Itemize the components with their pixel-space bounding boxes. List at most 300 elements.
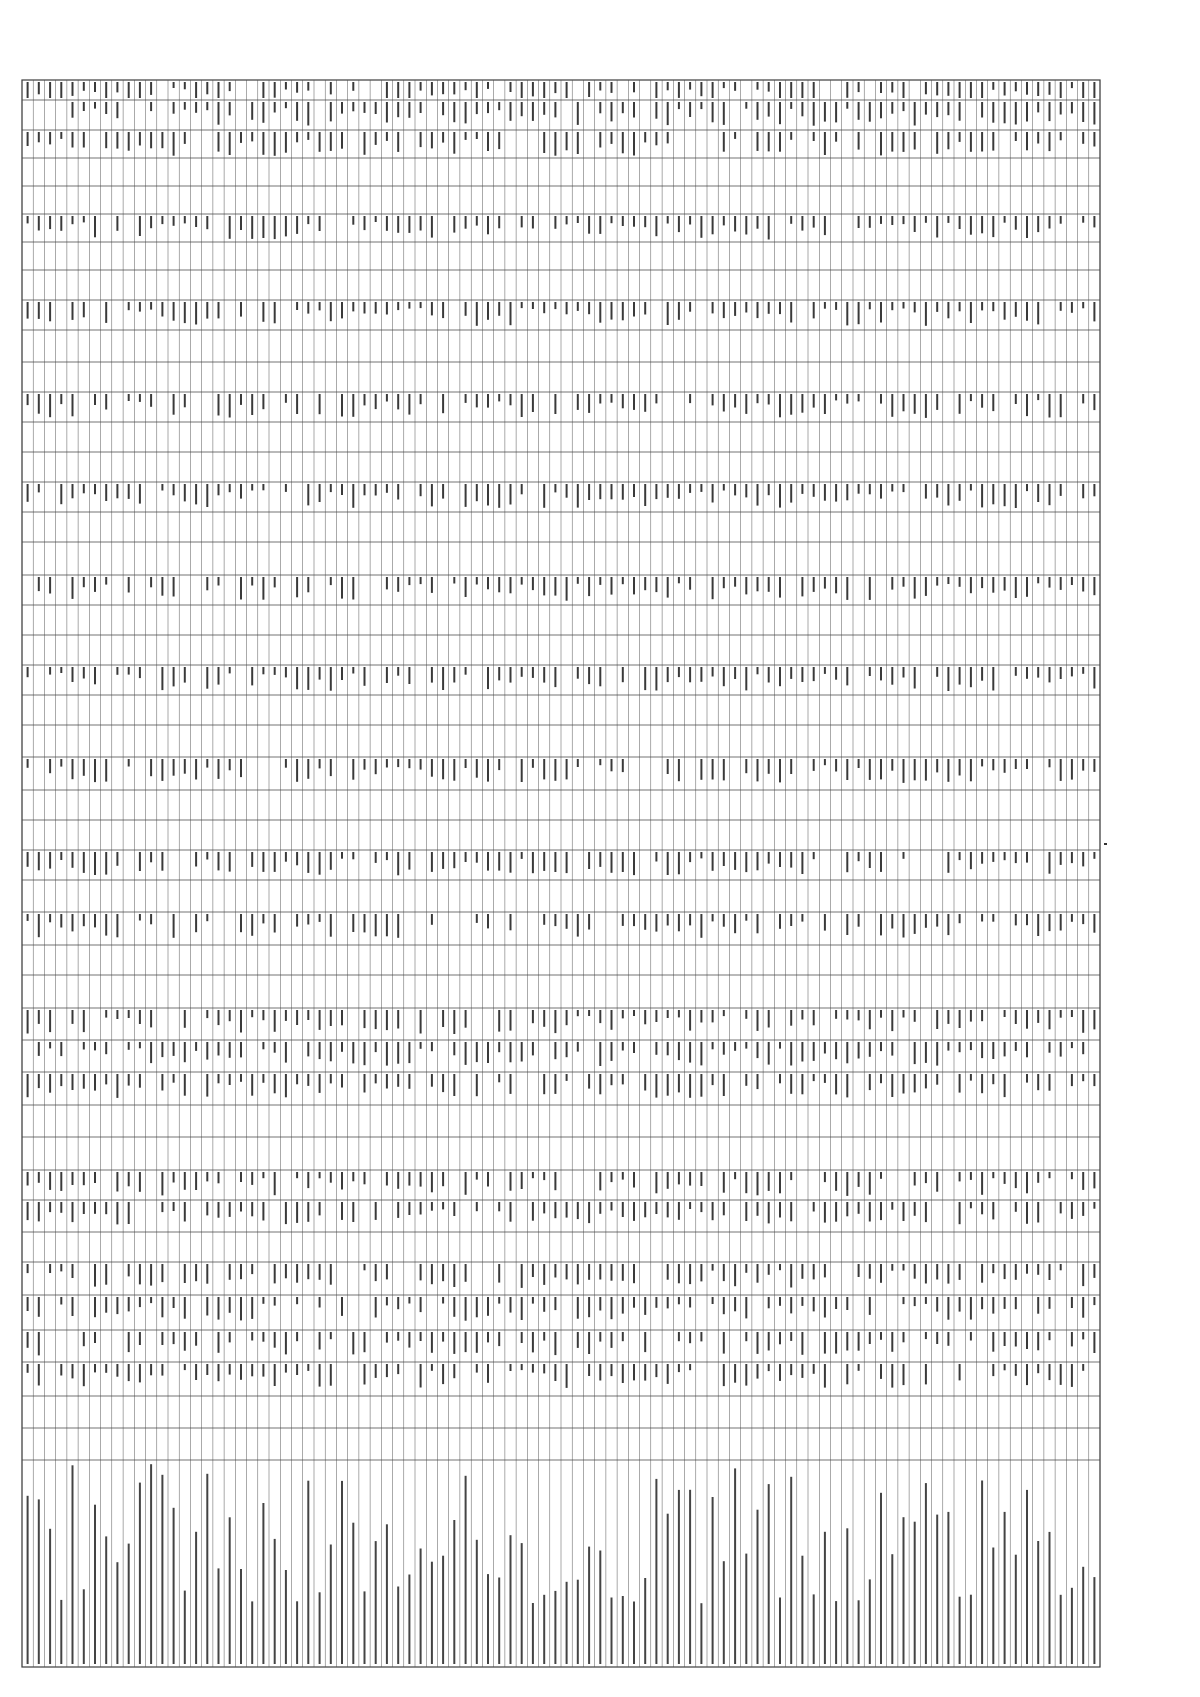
- cell-mark: [262, 1364, 264, 1377]
- cell-mark: [824, 216, 826, 235]
- cell-mark: [757, 1010, 759, 1031]
- cell-mark: [94, 1297, 96, 1317]
- cell-mark: [431, 1202, 433, 1211]
- cell-mark: [251, 132, 253, 141]
- cell-mark: [1004, 216, 1006, 223]
- cell-mark: [903, 667, 905, 678]
- cell-mark: [498, 1074, 500, 1082]
- cell-mark: [229, 1202, 231, 1217]
- cell-mark: [611, 484, 613, 499]
- cell-mark: [689, 1264, 691, 1284]
- cell-mark: [667, 102, 669, 125]
- cell-mark: [1015, 394, 1017, 404]
- cell-mark: [700, 759, 702, 780]
- cell-mark: [442, 82, 444, 94]
- cell-mark: [476, 914, 478, 923]
- cell-mark: [386, 1172, 388, 1186]
- cell-mark: [700, 82, 702, 96]
- cell-mark: [622, 302, 624, 320]
- cell-mark: [936, 667, 938, 677]
- cell-mark: [813, 82, 815, 98]
- cell-mark: [1093, 1332, 1095, 1353]
- cell-mark: [981, 1172, 983, 1195]
- cell-mark: [846, 302, 848, 325]
- cell-mark: [588, 914, 590, 930]
- cell-mark: [577, 1042, 579, 1052]
- cell-mark: [1049, 1364, 1051, 1380]
- cell-mark: [824, 1202, 826, 1223]
- cell-mark: [94, 484, 96, 494]
- cell-mark: [274, 577, 276, 587]
- cell-mark: [678, 216, 680, 232]
- cell-mark: [476, 1297, 478, 1317]
- cell-mark: [105, 1010, 107, 1018]
- cell-mark: [599, 1264, 601, 1280]
- cell-mark: [161, 1332, 163, 1345]
- cell-mark: [768, 1172, 770, 1191]
- cell-mark: [397, 1364, 399, 1374]
- cell-mark: [229, 1074, 231, 1085]
- cell-mark: [936, 216, 938, 238]
- cell-mark: [72, 1364, 74, 1378]
- cell-mark: [375, 216, 377, 222]
- cell-mark: [543, 102, 545, 115]
- cell-mark: [869, 852, 871, 868]
- cell-mark: [689, 216, 691, 225]
- cell-mark: [408, 1297, 410, 1304]
- cell-mark: [790, 914, 792, 926]
- cell-mark: [835, 577, 837, 593]
- cell-mark: [27, 1010, 29, 1034]
- cell-mark: [757, 1042, 759, 1058]
- cell-mark: [240, 394, 242, 405]
- cell-mark: [386, 852, 388, 860]
- cell-mark: [27, 302, 29, 319]
- cell-mark: [655, 1010, 657, 1022]
- cell-mark: [981, 852, 983, 864]
- row-label-mark: [184, 1591, 186, 1664]
- cell-mark: [678, 914, 680, 931]
- cell-mark: [880, 759, 882, 779]
- cell-mark: [307, 1202, 309, 1222]
- cell-mark: [128, 1364, 130, 1381]
- cell-mark: [644, 484, 646, 506]
- cell-mark: [229, 102, 231, 115]
- cell-mark: [498, 667, 500, 680]
- cell-mark: [633, 577, 635, 594]
- cell-mark: [408, 759, 410, 768]
- cell-mark: [723, 667, 725, 686]
- cell-mark: [543, 852, 545, 871]
- cell-mark: [745, 1202, 747, 1221]
- cell-mark: [655, 1202, 657, 1214]
- row-label-mark: [364, 1591, 366, 1664]
- cell-mark: [487, 302, 489, 320]
- cell-mark: [386, 302, 388, 315]
- cell-mark: [768, 1042, 770, 1065]
- cell-mark: [521, 394, 523, 417]
- cell-mark: [891, 1042, 893, 1056]
- cell-mark: [83, 302, 85, 317]
- cell-mark: [94, 1332, 96, 1343]
- cell-mark: [734, 914, 736, 933]
- cell-mark: [285, 82, 287, 90]
- row-label-mark: [498, 1578, 500, 1665]
- cell-mark: [83, 852, 85, 873]
- cell-mark: [94, 759, 96, 782]
- cell-mark: [218, 1010, 220, 1025]
- cell-mark: [116, 216, 118, 231]
- cell-mark: [655, 1172, 657, 1193]
- cell-mark: [420, 1297, 422, 1312]
- cell-mark: [240, 577, 242, 600]
- cell-mark: [49, 1074, 51, 1093]
- row-label-mark: [925, 1483, 927, 1664]
- row-label-mark: [139, 1483, 141, 1664]
- cell-mark: [150, 1042, 152, 1063]
- row-label-mark: [599, 1551, 601, 1665]
- cell-mark: [307, 1074, 309, 1086]
- cell-mark: [936, 82, 938, 95]
- cell-mark: [1093, 667, 1095, 689]
- cell-mark: [1071, 82, 1073, 88]
- cell-mark: [319, 914, 321, 922]
- cell-mark: [790, 1172, 792, 1180]
- cell-mark: [476, 484, 478, 501]
- cell-mark: [251, 484, 253, 491]
- cell-mark: [262, 484, 264, 490]
- cell-mark: [375, 1297, 377, 1318]
- cell-mark: [105, 852, 107, 875]
- cell-mark: [1082, 852, 1084, 866]
- cell-mark: [745, 1010, 747, 1019]
- cell-mark: [521, 852, 523, 859]
- cell-mark: [27, 1074, 29, 1097]
- cell-mark: [768, 102, 770, 117]
- cell-mark: [49, 1042, 51, 1048]
- cell-mark: [375, 132, 377, 145]
- cell-mark: [251, 577, 253, 586]
- cell-mark: [453, 667, 455, 683]
- cell-mark: [655, 667, 657, 691]
- cell-mark: [408, 1172, 410, 1186]
- row-label-mark: [442, 1556, 444, 1664]
- row-lines: [33, 80, 1089, 1667]
- cell-mark: [1060, 577, 1062, 590]
- cell-mark: [274, 216, 276, 239]
- cell-mark: [891, 1264, 893, 1271]
- cell-mark: [1037, 102, 1039, 112]
- cell-mark: [1093, 1264, 1095, 1278]
- cell-mark: [801, 1364, 803, 1378]
- cell-mark: [83, 1332, 85, 1346]
- cell-mark: [824, 132, 826, 155]
- cell-mark: [60, 667, 62, 673]
- cell-mark: [925, 1172, 927, 1183]
- cell-mark: [397, 102, 399, 117]
- cell-mark: [94, 1172, 96, 1183]
- cell-mark: [240, 1010, 242, 1033]
- cell-mark: [891, 102, 893, 114]
- cell-mark: [465, 577, 467, 597]
- cell-mark: [1060, 914, 1062, 931]
- cell-mark: [566, 1010, 568, 1025]
- cell-mark: [72, 1172, 74, 1185]
- cell-mark: [678, 1297, 680, 1304]
- cell-mark: [274, 852, 276, 872]
- cell-mark: [644, 914, 646, 930]
- cell-mark: [218, 1364, 220, 1381]
- row-label-mark: [128, 1544, 130, 1664]
- cell-mark: [678, 102, 680, 109]
- cell-mark: [38, 1042, 40, 1056]
- cell-mark: [521, 667, 523, 677]
- cell-mark: [1060, 667, 1062, 679]
- cell-mark: [521, 1042, 523, 1062]
- cell-mark: [330, 852, 332, 870]
- cell-mark: [453, 102, 455, 122]
- cell-mark: [251, 914, 253, 936]
- cell-mark: [532, 1364, 534, 1373]
- cell-mark: [408, 577, 410, 585]
- cell-mark: [633, 484, 635, 497]
- cell-mark: [678, 1010, 680, 1017]
- cell-mark: [678, 852, 680, 874]
- cell-mark: [959, 1042, 961, 1052]
- cell-mark: [453, 1074, 455, 1096]
- cell-mark: [83, 1074, 85, 1089]
- cell-mark: [970, 302, 972, 323]
- cell-mark: [891, 216, 893, 225]
- cell-mark: [588, 1264, 590, 1280]
- cell-mark: [611, 577, 613, 595]
- cell-mark: [240, 302, 242, 317]
- cell-mark: [352, 1332, 354, 1354]
- cell-mark: [644, 1297, 646, 1315]
- cell-mark: [633, 1297, 635, 1308]
- cell-mark: [1004, 852, 1006, 860]
- cell-mark: [1093, 852, 1095, 859]
- cell-mark: [1082, 577, 1084, 592]
- cell-mark: [1049, 1297, 1051, 1309]
- cell-mark: [274, 302, 276, 323]
- cell-mark: [1026, 132, 1028, 150]
- cell-mark: [1060, 1364, 1062, 1385]
- cell-mark: [712, 1297, 714, 1304]
- cell-mark: [206, 1042, 208, 1060]
- cell-mark: [1071, 667, 1073, 676]
- cell-mark: [1093, 1202, 1095, 1209]
- cell-mark: [330, 1010, 332, 1026]
- cell-mark: [543, 132, 545, 153]
- cell-mark: [38, 1172, 40, 1183]
- row-label-mark: [307, 1481, 309, 1664]
- cell-mark: [1060, 132, 1062, 140]
- cell-mark: [835, 759, 837, 772]
- cell-mark: [1026, 1010, 1028, 1029]
- cell-mark: [139, 1074, 141, 1088]
- cell-mark: [734, 216, 736, 232]
- row-label-mark: [173, 1508, 175, 1664]
- cell-mark: [936, 1010, 938, 1029]
- cell-mark: [577, 216, 579, 223]
- cell-mark: [689, 1010, 691, 1031]
- cell-mark: [105, 1297, 107, 1313]
- cell-mark: [846, 1010, 848, 1020]
- cell-mark: [1026, 484, 1028, 491]
- cell-mark: [723, 577, 725, 588]
- cell-mark: [1049, 216, 1051, 229]
- cell-mark: [667, 577, 669, 598]
- cell-mark: [981, 216, 983, 233]
- cell-mark: [94, 852, 96, 875]
- cell-mark: [1004, 1010, 1006, 1017]
- cell-mark: [330, 759, 332, 776]
- cell-mark: [128, 82, 130, 98]
- cell-mark: [487, 759, 489, 782]
- cell-mark: [49, 1264, 51, 1273]
- cell-mark: [27, 914, 29, 921]
- cell-mark: [476, 577, 478, 585]
- cell-mark: [296, 1297, 298, 1304]
- cell-mark: [914, 1172, 916, 1186]
- cell-mark: [1026, 759, 1028, 769]
- cell-mark: [341, 667, 343, 680]
- cell-mark: [622, 667, 624, 682]
- cell-mark: [611, 1042, 613, 1061]
- cell-mark: [1049, 1172, 1051, 1178]
- cell-mark: [801, 1332, 803, 1355]
- cell-mark: [543, 1332, 545, 1341]
- cell-mark: [206, 82, 208, 94]
- cell-mark: [577, 914, 579, 937]
- cell-mark: [779, 1074, 781, 1083]
- row-label-mark: [420, 1549, 422, 1665]
- cell-mark: [150, 1010, 152, 1027]
- cell-mark: [72, 852, 74, 868]
- cell-mark: [262, 1042, 264, 1049]
- cell-mark: [296, 1202, 298, 1223]
- cell-mark: [1049, 1332, 1051, 1340]
- cell-mark: [341, 1172, 343, 1190]
- cell-mark: [397, 1010, 399, 1029]
- cell-mark: [1026, 914, 1028, 925]
- row-label-mark: [880, 1493, 882, 1664]
- cell-mark: [274, 1010, 276, 1032]
- cell-mark: [72, 577, 74, 599]
- cell-mark: [364, 132, 366, 155]
- cell-mark: [184, 484, 186, 501]
- cell-mark: [599, 852, 601, 867]
- cell-mark: [240, 484, 242, 499]
- cell-mark: [184, 1364, 186, 1370]
- cell-mark: [465, 302, 467, 316]
- cell-mark: [689, 577, 691, 590]
- cell-mark: [476, 302, 478, 326]
- row-label-mark: [543, 1595, 545, 1664]
- cell-mark: [554, 82, 556, 93]
- cell-mark: [319, 1010, 321, 1030]
- cell-mark: [678, 667, 680, 677]
- cell-mark: [970, 82, 972, 98]
- cell-mark: [307, 484, 309, 505]
- cell-mark: [588, 852, 590, 869]
- cell-mark: [364, 914, 366, 932]
- cell-mark: [94, 577, 96, 592]
- cell-mark: [1004, 102, 1006, 123]
- cell-mark: [959, 302, 961, 311]
- cell-mark: [757, 1202, 759, 1216]
- cell-mark: [644, 216, 646, 227]
- cell-mark: [173, 1172, 175, 1183]
- cell-mark: [959, 102, 961, 121]
- cell-mark: [487, 1332, 489, 1342]
- cell-mark: [992, 132, 994, 151]
- cell-mark: [465, 1297, 467, 1321]
- cell-mark: [139, 302, 141, 312]
- cell-mark: [195, 102, 197, 113]
- cell-mark: [532, 216, 534, 229]
- cell-mark: [577, 132, 579, 154]
- cell-mark: [341, 1074, 343, 1088]
- cell-mark: [262, 1332, 264, 1342]
- cell-mark: [858, 102, 860, 120]
- cell-mark: [768, 852, 770, 864]
- cell-mark: [633, 914, 635, 926]
- cell-mark: [1015, 302, 1017, 317]
- cell-mark: [161, 1264, 163, 1282]
- cell-mark: [981, 1010, 983, 1021]
- cell-mark: [1071, 302, 1073, 313]
- cell-mark: [184, 102, 186, 110]
- cell-mark: [274, 1172, 276, 1195]
- cell-mark: [1071, 1332, 1073, 1346]
- cell-mark: [813, 1297, 815, 1311]
- cell-mark: [319, 1202, 321, 1215]
- cell-mark: [442, 1297, 444, 1304]
- cell-mark: [72, 1074, 74, 1090]
- cell-mark: [1015, 132, 1017, 141]
- cell-mark: [307, 1010, 309, 1020]
- cell-mark: [307, 132, 309, 140]
- cell-mark: [386, 577, 388, 589]
- cell-mark: [667, 1172, 669, 1189]
- cell-mark: [83, 1202, 85, 1214]
- cell-mark: [510, 852, 512, 873]
- cell-mark: [577, 394, 579, 410]
- cell-mark: [431, 914, 433, 925]
- cell-mark: [128, 484, 130, 499]
- cell-mark: [307, 1172, 309, 1188]
- cell-mark: [1026, 1264, 1028, 1274]
- cell-mark: [846, 1364, 848, 1384]
- cell-mark: [880, 132, 882, 155]
- cell-mark: [1082, 216, 1084, 223]
- cell-mark: [487, 1172, 489, 1187]
- cell-mark: [689, 667, 691, 682]
- cell-mark: [386, 82, 388, 98]
- row-label-mark: [1093, 1577, 1095, 1664]
- row-label-mark: [1049, 1532, 1051, 1664]
- cell-mark: [846, 1202, 848, 1216]
- cell-mark: [128, 1172, 130, 1186]
- cell-mark: [397, 914, 399, 938]
- cell-mark: [712, 1264, 714, 1271]
- cell-mark: [285, 667, 287, 677]
- cell-mark: [947, 1297, 949, 1320]
- cell-mark: [925, 82, 927, 94]
- cell-mark: [846, 102, 848, 109]
